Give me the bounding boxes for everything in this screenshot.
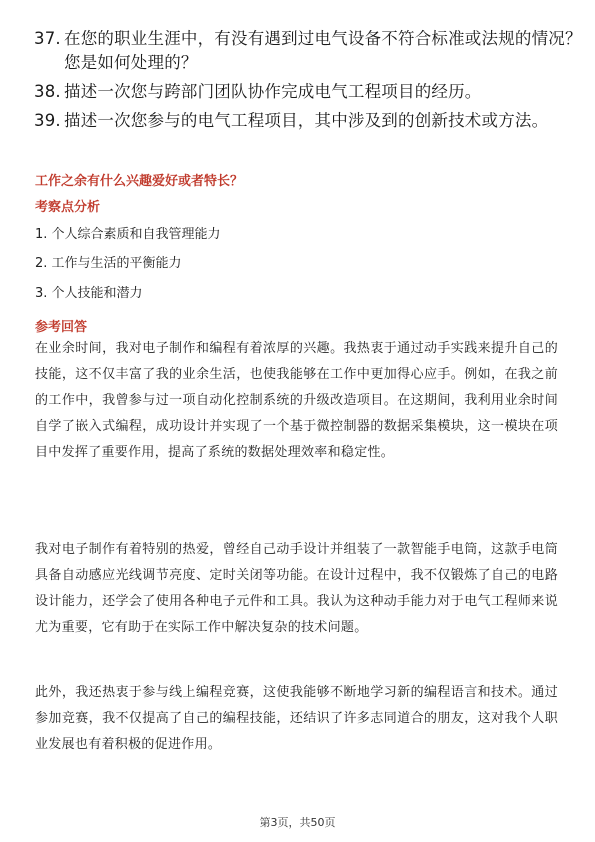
- question-38: [34, 80, 482, 104]
- analysis-item: 3. 个人技能和潜力: [35, 286, 143, 301]
- analysis-item: 1. 个人综合素质和自我管理能力: [35, 227, 221, 242]
- question-number: 39.: [34, 111, 61, 130]
- answer-paragraph-1: 在业余时间，我对电子制作和编程有着浓厚的兴趣。我热衷于通过动手实践来提升自己的技能，这不仅丰富了我的业余生活，也使我能够在工作中更加得心应手。例如，在我之前的工作中，我曾参与过一项自动化控制系统的升级改造项目。在这期间，我利用业余时间自学了嵌入式编程，成功设计并实现了一个基于微控制器的数据采集模块，这一模块在项目中发挥了重要作用，提高了系统的数据处理效率和稳定性。: [35, 341, 558, 460]
- page-footer: 第3页，共50页: [259, 816, 336, 829]
- question-text: 在您的职业生涯中，有没有遇到过电气设备不符合标准或法规的情况？您是如何处理的？: [64, 29, 582, 72]
- question-number: 37.: [34, 29, 61, 48]
- analysis-item: 2. 工作与生活的平衡能力: [35, 256, 182, 271]
- analysis-title: 考察点分析: [35, 200, 101, 215]
- question-text: 描述一次您参与的电气工程项目，其中涉及到的创新技术或方法。: [64, 111, 549, 130]
- section-question-title: 工作之余有什么兴趣爱好或者特长？: [35, 174, 244, 189]
- answer-paragraph-3: 此外，我还热衷于参与线上编程竞赛，这使我能够不断地学习新的编程语言和技术。通过参加竞赛，我不仅提高了自己的编程技能，还结识了许多志同道合的朋友，这对我个人职业发展也有着积极的促进作用。: [35, 685, 558, 752]
- answer-paragraph-2: 我对电子制作有着特别的热爱，曾经自己动手设计并组装了一款智能手电筒，这款手电筒具备自动感应光线调节亮度、定时关闭等功能。在设计过程中，我不仅锻炼了自己的电路设计能力，还学会了使用各种电子元件和工具。我认为这种动手能力对于电气工程师来说尤为重要，它有助于在实际工作中解决复杂的技术问题。: [35, 542, 558, 635]
- question-text: 描述一次您与跨部门团队协作完成电气工程项目的经历。: [64, 82, 482, 101]
- answer-title: 参考回答: [35, 320, 88, 335]
- question-37: [34, 27, 582, 72]
- question-number: 38.: [34, 82, 61, 101]
- question-39: [34, 109, 549, 133]
